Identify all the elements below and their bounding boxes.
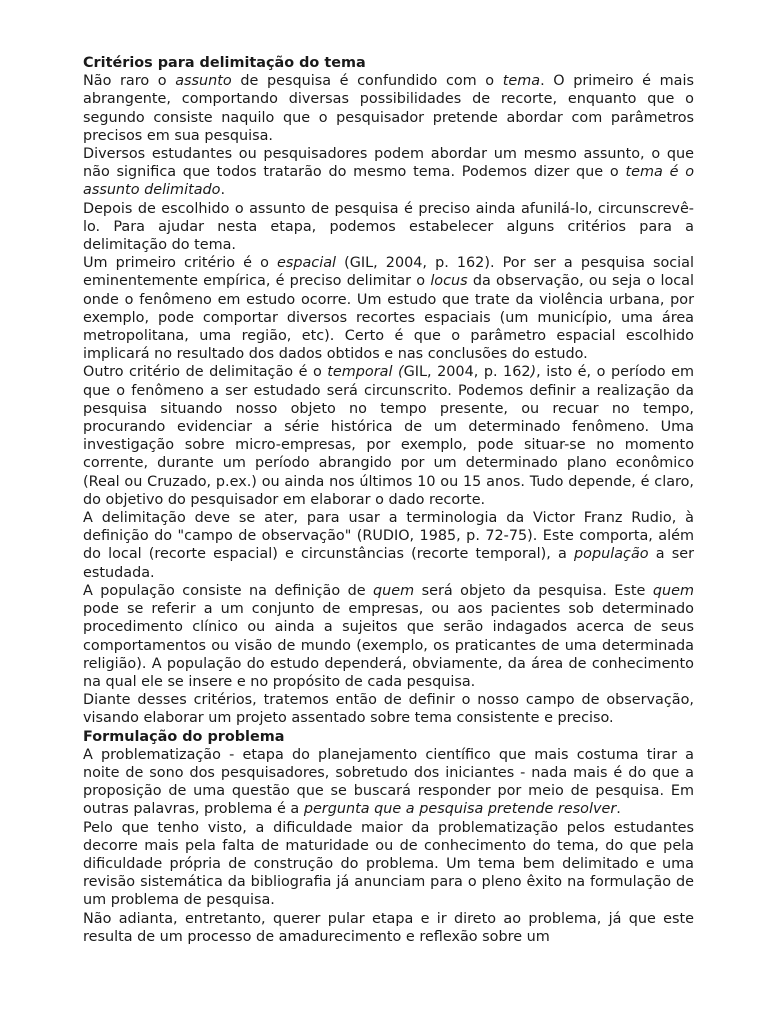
- text-run: A problematização - etapa do planejamento científico que mais costuma tirar a noite de sono dos pesquisadores, sobretudo dos iniciantes - nada mais é do que a proposição de uma questão que se buscará responder por meio de pesquisa. Em outras palavras, problema é a: [83, 746, 694, 818]
- text-run: de pesquisa é confundido com o: [231, 73, 503, 90]
- text-run: Um primeiro critério é o: [83, 255, 277, 272]
- text-run: (GIL, 2004, p. 162). Por ser a pesquisa social eminentemente empírica, é preciso delimitar o: [83, 255, 695, 290]
- text-run: A delimitação deve se ater, para usar a terminologia da Victor Franz Rudio, à definição do "campo de observação" (RUDIO, 1985, p. 72-75). Este comporta, além do local (recorte espacial) e circunstâncias (recorte temporal), a: [83, 510, 694, 563]
- paragraph: [83, 145, 694, 200]
- paragraph: [83, 72, 694, 145]
- text-run: . O primeiro é mais abrangente, comportando diversas possibilidades de recorte, enquanto que o segundo consiste naquilo que o pesquisador pretende abordar com parâmetros precisos em sua pesquisa.: [83, 73, 694, 144]
- text-run: Diante desses critérios, tratemos então de definir o nosso campo de observação, visando elaborar um projeto assentado sobre tema consistente e preciso.: [83, 692, 694, 727]
- paragraph: [83, 819, 694, 910]
- text-run: .: [616, 801, 621, 818]
- text-run: da observação, ou seja o local onde o fenômeno em estudo ocorre. Um estudo que trate da violência urbana, por exemplo, pode comportar diversos recortes espaciais (um município, uma área metropolitana, uma região, etc). Certo é que o parâmetro espacial escolhido implicará no resultado dos dados obtidos e nas conclusões do estudo.: [83, 273, 694, 363]
- italic-text-run: quem: [373, 582, 415, 599]
- italic-text-run: população: [574, 546, 649, 563]
- italic-text-run: temporal (: [327, 364, 404, 381]
- italic-text-run: tema: [502, 73, 541, 90]
- italic-text-run: quem: [652, 582, 694, 599]
- paragraph: [83, 363, 694, 509]
- paragraph: [83, 746, 694, 819]
- italic-text-run: locus: [430, 273, 468, 290]
- text-run: Não raro o: [83, 73, 176, 90]
- paragraph: [83, 200, 694, 255]
- italic-text-run: espacial: [277, 255, 337, 272]
- text-run: Depois de escolhido o assunto de pesquisa é preciso ainda afunilá-lo, circunscrevê-lo. Para ajudar nesta etapa, podemos estabelecer alguns critérios para a delimitação do tema.: [83, 200, 694, 254]
- section-heading-delimitacao: Critérios para delimitação do tema: [83, 55, 366, 71]
- text-run: Não adianta, entretanto, querer pular etapa e ir direto ao problema, já que este resulta de um processo de amadurecimento e reflexão sobre um: [83, 910, 694, 945]
- document-body: [83, 54, 694, 946]
- text-run: a ser estudada.: [83, 546, 694, 581]
- text-run: , isto é, o período em que o fenômeno a ser estudado será circunscrito. Podemos definir a realização da pesquisa situando nosso objeto no tempo presente, ou recuar no tempo, procurando evidenciar a série histórica de um determinado fenômeno. Uma investigação sobre micro-empresas, por exemplo, pode situar-se no momento corrente, durante um período abrangido por um determinado plano econômico (Real ou Cruzado, p.ex.) ou ainda nos últimos 10 ou 15 anos. Tudo depende, é claro, do objetivo do pesquisador em elaborar o dado recorte.: [83, 364, 694, 508]
- text-run: Diversos estudantes ou pesquisadores podem abordar um mesmo assunto, o que não significa que todos tratarão do mesmo tema. Podemos dizer que o: [83, 146, 694, 181]
- italic-text-run: pergunta que a pesquisa pretende resolver: [303, 801, 617, 818]
- text-run: Outro critério de delimitação é o: [83, 364, 328, 381]
- section-heading-problema: Formulação do problema: [83, 728, 285, 745]
- italic-text-run: tema é o assunto delimitado: [83, 164, 694, 199]
- text-run: A população consiste na definição de: [83, 582, 374, 599]
- paragraph: [83, 509, 694, 582]
- paragraph: [83, 691, 694, 727]
- italic-text-run: assunto: [175, 73, 232, 90]
- paragraph: [83, 582, 694, 691]
- italic-text-run: ): [530, 364, 537, 381]
- text-run: pode se referir a um conjunto de empresas, ou aos pacientes sob determinado procedimento clínico ou ainda a sujeitos que serão indagados acerca de seus comportamentos ou visão de mundo (exemplo, os praticantes de uma determinada religião). A população do estudo dependerá, obviamente, da área de conhecimento na qual ele se insere e no propósito de cada pesquisa.: [83, 601, 694, 690]
- paragraph: [83, 910, 694, 946]
- text-run: .: [220, 182, 226, 199]
- paragraph: [83, 254, 694, 363]
- text-run: GIL, 2004, p. 162: [403, 364, 531, 381]
- text-run: Pelo que tenho visto, a dificuldade maior da problematização pelos estudantes decorre mais pela falta de maturidade ou de conhecimento do tema, do que pela dificuldade própria de construção do problema. Um tema bem delimitado e uma revisão sistemática da bibliografia já anunciam para o pleno êxito na formulação de um problema de pesquisa.: [83, 819, 694, 909]
- text-run: será objeto da pesquisa. Este: [414, 582, 653, 599]
